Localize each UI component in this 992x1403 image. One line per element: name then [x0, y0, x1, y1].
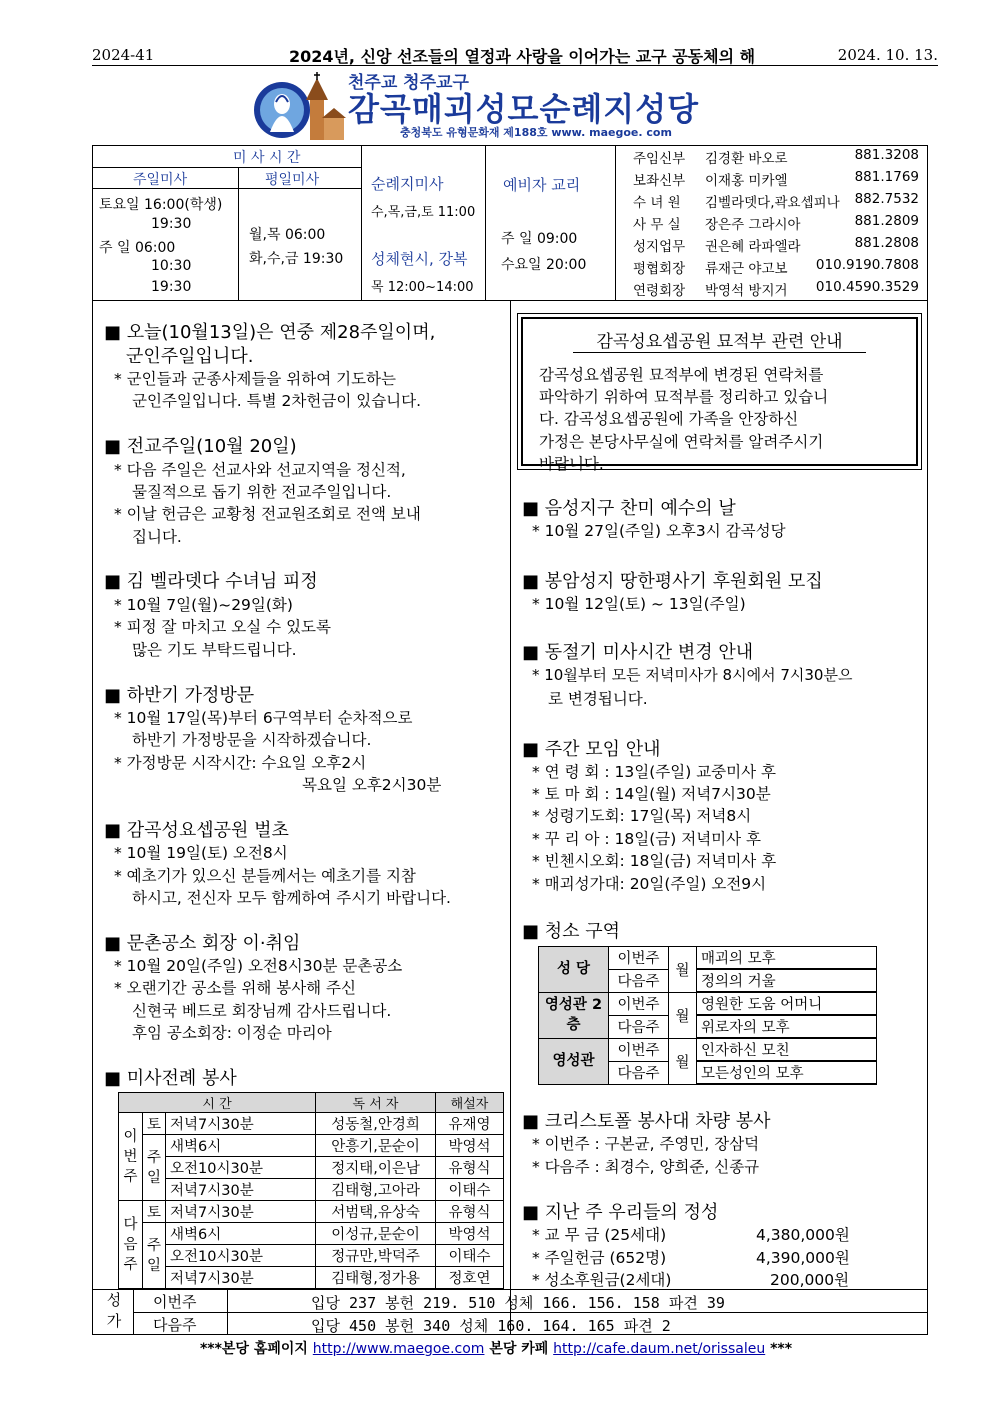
footer-text: ***	[765, 1341, 793, 1357]
offering-label: * 주일헌금 (652명)	[532, 1249, 667, 1267]
text-line: 많은 기도 부탁드립니다.	[132, 641, 297, 659]
text-line: * 10월 17일(목)부터 6구역부터 순차적으로	[114, 709, 413, 727]
liturgy-reader: 안흥기,문순이	[316, 1135, 436, 1157]
church-title: 감곡매괴성모순례지성당	[348, 90, 700, 128]
sun-row: 10:30	[151, 258, 192, 274]
liturgy-time: 오전10시30분	[166, 1245, 316, 1267]
section-heading: 군인주일입니다.	[126, 346, 254, 367]
section-heading: ■ 감곡성요셉공원 벌초	[104, 820, 289, 841]
catechumen-row: 주 일 09:00	[501, 231, 578, 247]
hymn-numbers: 입당 450 봉헌 340 성체 160. 164. 165 파견 2	[311, 1317, 671, 1335]
notice-title: 감곡성요셉공원 묘적부 관련 안내	[596, 332, 843, 352]
liturgy-commentator: 이태수	[436, 1179, 504, 1201]
sun-row: 주 일 06:00	[99, 240, 176, 256]
cleaning-day: 월	[669, 947, 697, 993]
staff-role: 보좌신부	[633, 173, 686, 189]
section-heading: ■ 지난 주 우리들의 정성	[522, 1202, 719, 1223]
section-heading: ■ 문촌공소 회장 이·취임	[104, 933, 301, 954]
cleaning-group: 모든성인의 모후	[697, 1061, 877, 1084]
week-label: 이번주	[119, 1113, 143, 1201]
meeting-row: * 성령기도회: 17일(목) 저녁8시	[532, 807, 752, 825]
staff-name: 권은혜 라파엘라	[705, 239, 801, 255]
homepage-link[interactable]: http://www.maegoe.com	[312, 1341, 485, 1357]
section-heading: ■ 주간 모임 안내	[522, 739, 661, 760]
hymn-week: 다음주	[153, 1316, 197, 1334]
staff-phone: 881.1769	[854, 169, 919, 185]
top-line	[92, 44, 938, 66]
staff-role: 연령회장	[633, 283, 686, 299]
text-line: * 가정방문 시작시간: 수요일 오후2시	[114, 754, 367, 772]
cleaning-table	[538, 946, 877, 1085]
catechumen-label: 예비자 교리	[503, 176, 581, 194]
staff-phone: 881.3208	[854, 147, 919, 163]
staff-name: 이재홍 미카엘	[705, 173, 788, 189]
liturgy-time: 새벽6시	[166, 1135, 316, 1157]
liturgy-head: 시 간	[119, 1093, 316, 1113]
liturgy-reader: 성동철,안경희	[316, 1113, 436, 1135]
section-heading: ■ 청소 구역	[522, 921, 621, 942]
text-line: 신현국 베드로 회장님께 감사드립니다.	[132, 1002, 392, 1020]
section-heading: ■ 동절기 미사시간 변경 안내	[522, 642, 754, 663]
cleaning-group: 매괴의 모후	[697, 947, 877, 970]
text-line: 로 변경됩니다.	[548, 690, 648, 708]
text-line: 후임 공소회장: 이정순 마리아	[132, 1024, 332, 1042]
cleaning-group: 위로자의 모후	[697, 1015, 877, 1038]
cleaning-place: 영성관 2층	[539, 992, 609, 1038]
sun-row: 토요일 16:00(학생)	[99, 197, 223, 213]
schedule-box	[92, 145, 928, 301]
catechumen-row: 수요일 20:00	[501, 257, 587, 273]
liturgy-reader: 김태형,정가용	[316, 1267, 436, 1289]
hymn-label: 성가	[106, 1291, 122, 1330]
liturgy-reader: 김태형,고아라	[316, 1179, 436, 1201]
pilgrim-mass-label: 순례지미사	[371, 175, 444, 193]
day-label: 토	[143, 1201, 166, 1223]
staff-phone: 882.7532	[854, 191, 919, 207]
sun-row: 19:30	[151, 279, 192, 295]
sun-row: 19:30	[151, 216, 192, 232]
text-line: 하시고, 전신자 모두 함께하여 주시기 바랍니다.	[132, 889, 451, 907]
liturgy-head: 해설자	[436, 1093, 504, 1113]
text-line: * 10월 20일(주일) 오전8시30분 문촌공소	[114, 957, 403, 975]
liturgy-time: 저녁7시30분	[166, 1267, 316, 1289]
section-heading: ■ 미사전례 봉사	[104, 1068, 237, 1089]
text-line: * 오랜기간 공소를 위해 봉사해 주신	[114, 979, 357, 997]
footer	[0, 1338, 992, 1358]
liturgy-time: 저녁7시30분	[166, 1201, 316, 1223]
church-logo-icon	[250, 70, 350, 146]
year-motto: 2024년, 신앙 선조들의 열정과 사랑을 이어가는 교구 공동체의 해	[288, 47, 756, 66]
text-line: * 피정 잘 마치고 오실 수 있도록	[114, 618, 331, 636]
liturgy-reader: 서범택,유상숙	[316, 1201, 436, 1223]
footer-text: ***본당 홈페이지	[199, 1341, 313, 1357]
text-line: * 10월 19일(토) 오전8시	[114, 844, 288, 862]
heritage-tag: 충청북도 유형문화재 제188호 www. maegoe. com	[400, 126, 672, 139]
footer-text: 본당 카페	[484, 1341, 554, 1357]
cleaning-group: 정의의 거울	[697, 969, 877, 992]
liturgy-commentator: 박영석	[436, 1223, 504, 1245]
offering-label: * 성소후원금(2세대)	[532, 1271, 672, 1289]
staff-role: 주임신부	[633, 151, 686, 167]
staff-phone: 881.2809	[854, 213, 919, 229]
text-line: 목요일 오후2시30분	[302, 776, 442, 794]
section-heading: ■ 음성지구 찬미 예수의 날	[522, 498, 736, 519]
sunday-mass-label: 주일미사	[133, 172, 188, 188]
staff-name: 박영석 방지거	[705, 283, 788, 299]
text-line: * 이날 헌금은 교황청 전교원조회로 전액 보내	[114, 505, 421, 523]
meeting-row: * 토 마 회 : 14일(월) 저녁7시30분	[532, 785, 771, 803]
liturgy-reader: 정규만,박덕주	[316, 1245, 436, 1267]
meeting-row: * 매괴성가대: 20일(주일) 오전9시	[532, 875, 767, 893]
section-heading: ■ 전교주일(10월 20일)	[104, 436, 297, 457]
liturgy-commentator: 유형식	[436, 1201, 504, 1223]
weekday-row: 월,목 06:00	[249, 227, 326, 243]
section-heading: ■ 김 벨라뎃다 수녀님 피정	[104, 571, 318, 592]
notice-box	[517, 313, 922, 473]
text-line: * 10월 27일(주일) 오후3시 감곡성당	[532, 522, 786, 540]
liturgy-commentator: 정호연	[436, 1267, 504, 1289]
cleaning-week: 이번주	[609, 992, 669, 1015]
liturgy-commentator: 유재영	[436, 1113, 504, 1135]
pilgrim-mass-time: 수,목,금,토 11:00	[371, 205, 476, 220]
liturgy-reader: 이성규,문순이	[316, 1223, 436, 1245]
day-label: 주일	[143, 1223, 166, 1289]
mass-time-label: 미 사 시 간	[233, 150, 301, 166]
staff-role: 평협회장	[633, 261, 686, 277]
staff-name: 김벨라뎃다,곽요셉피나	[705, 195, 840, 211]
liturgy-time: 저녁7시30분	[166, 1179, 316, 1201]
cleaning-day: 월	[669, 992, 697, 1038]
cleaning-week: 다음주	[609, 1015, 669, 1038]
notice-line: 감곡성요셉공원 묘적부에 변경된 연락처를	[539, 366, 824, 384]
staff-role: 수 녀 원	[633, 195, 681, 211]
meeting-row: * 꾸 리 아 : 18일(금) 저녁미사 후	[532, 830, 762, 848]
staff-name: 장은주 그라시아	[705, 217, 801, 233]
text-line: 집니다.	[132, 528, 182, 546]
staff-role: 성지업무	[633, 239, 686, 255]
liturgy-head: 독 서 자	[316, 1093, 436, 1113]
text-line: 군인주일입니다. 특별 2차헌금이 있습니다.	[132, 392, 422, 410]
staff-phone: 010.9190.7808	[815, 257, 919, 273]
staff-phone: 010.4590.3529	[815, 279, 919, 295]
liturgy-commentator: 유형식	[436, 1157, 504, 1179]
issue-date: 2024. 10. 13.	[837, 46, 938, 64]
weekday-mass-label: 평일미사	[265, 172, 320, 188]
liturgy-commentator: 박영석	[436, 1135, 504, 1157]
offering-amount: 4,390,000원	[756, 1249, 850, 1267]
meeting-row: * 연 령 회 : 13일(주일) 교중미사 후	[532, 763, 776, 781]
staff-name: 김경환 바오로	[705, 151, 788, 167]
text-line: * 10월부터 모든 저녁미사가 8시에서 7시30분으	[532, 666, 853, 684]
staff-phone: 881.2808	[854, 235, 919, 251]
day-label: 토	[143, 1113, 166, 1135]
cleaning-day: 월	[669, 1038, 697, 1084]
offering-amount: 4,380,000원	[756, 1226, 850, 1244]
cleaning-place: 성 당	[539, 947, 609, 993]
liturgy-table	[118, 1092, 504, 1289]
cleaning-week: 이번주	[609, 947, 669, 970]
adoration-label: 성체현시, 강복	[371, 250, 468, 268]
text-line: * 예초기가 있으신 분들께서는 예초기를 지참	[114, 867, 416, 885]
section-heading: ■ 오늘(10월13일)은 연중 제28주일이며,	[104, 322, 436, 343]
liturgy-time: 저녁7시30분	[166, 1113, 316, 1135]
staff-name: 류재근 야고보	[705, 261, 788, 277]
weekday-row: 화,수,금 19:30	[249, 251, 344, 267]
section-heading: ■ 봉암성지 땅한평사기 후원회원 모집	[522, 571, 823, 592]
text-line: * 다음 주일은 선교사와 선교지역을 정신적,	[114, 461, 406, 479]
day-label: 주일	[143, 1135, 166, 1201]
liturgy-commentator: 이태수	[436, 1245, 504, 1267]
text-line: * 다음주 : 최경수, 양희준, 신종규	[532, 1158, 760, 1176]
hymn-numbers: 입당 237 봉헌 219. 510 성체 166. 156. 158 파견 39	[311, 1294, 725, 1312]
notice-line: 다. 감곡성요셉공원에 가족을 안장하신	[539, 410, 799, 428]
cleaning-group: 인자하신 모친	[697, 1038, 877, 1061]
week-label: 다음주	[119, 1201, 143, 1289]
text-line: 물질적으로 돕기 위한 전교주일입니다.	[132, 483, 392, 501]
text-line: * 군인들과 군종사제들을 위하여 기도하는	[114, 370, 397, 388]
offering-amount: 200,000원	[770, 1271, 850, 1289]
text-line: 하반기 가정방문을 시작하겠습니다.	[132, 731, 372, 749]
section-heading: ■ 하반기 가정방문	[104, 685, 255, 706]
liturgy-time: 새벽6시	[166, 1223, 316, 1245]
notice-line: 가정은 본당사무실에 연락처를 알려주시기	[539, 433, 824, 451]
text-line: * 이번주 : 구본균, 주영민, 장삼덕	[532, 1135, 760, 1153]
cleaning-week: 이번주	[609, 1038, 669, 1061]
cleaning-place: 영성관	[539, 1038, 609, 1084]
diocese-name: 천주교 청주교구	[348, 73, 469, 93]
section-heading: ■ 크리스토폴 봉사대 차량 봉사	[522, 1111, 771, 1132]
cleaning-week: 다음주	[609, 1061, 669, 1084]
adoration-time: 목 12:00~14:00	[371, 280, 474, 295]
liturgy-reader: 정지태,이은남	[316, 1157, 436, 1179]
hymn-box	[92, 1289, 928, 1335]
notice-line: 바랍니다.	[539, 455, 604, 473]
issue-number: 2024-41	[92, 46, 155, 64]
notice-line: 파악하기 위하여 묘적부를 정리하고 있습니	[539, 388, 829, 406]
text-line: * 10월 7일(월)~29일(화)	[114, 596, 293, 614]
cleaning-group: 영원한 도움 어머니	[697, 992, 877, 1015]
cleaning-week: 다음주	[609, 969, 669, 992]
liturgy-time: 오전10시30분	[166, 1157, 316, 1179]
offering-label: * 교 무 금 (25세대)	[532, 1226, 667, 1244]
staff-role: 사 무 실	[633, 217, 681, 233]
text-line: * 10월 12일(토) ~ 13일(주일)	[532, 595, 746, 613]
meeting-row: * 빈첸시오회: 18일(금) 저녁미사 후	[532, 852, 777, 870]
cafe-link[interactable]: http://cafe.daum.net/orissaleu	[553, 1341, 766, 1357]
hymn-week: 이번주	[153, 1293, 197, 1311]
